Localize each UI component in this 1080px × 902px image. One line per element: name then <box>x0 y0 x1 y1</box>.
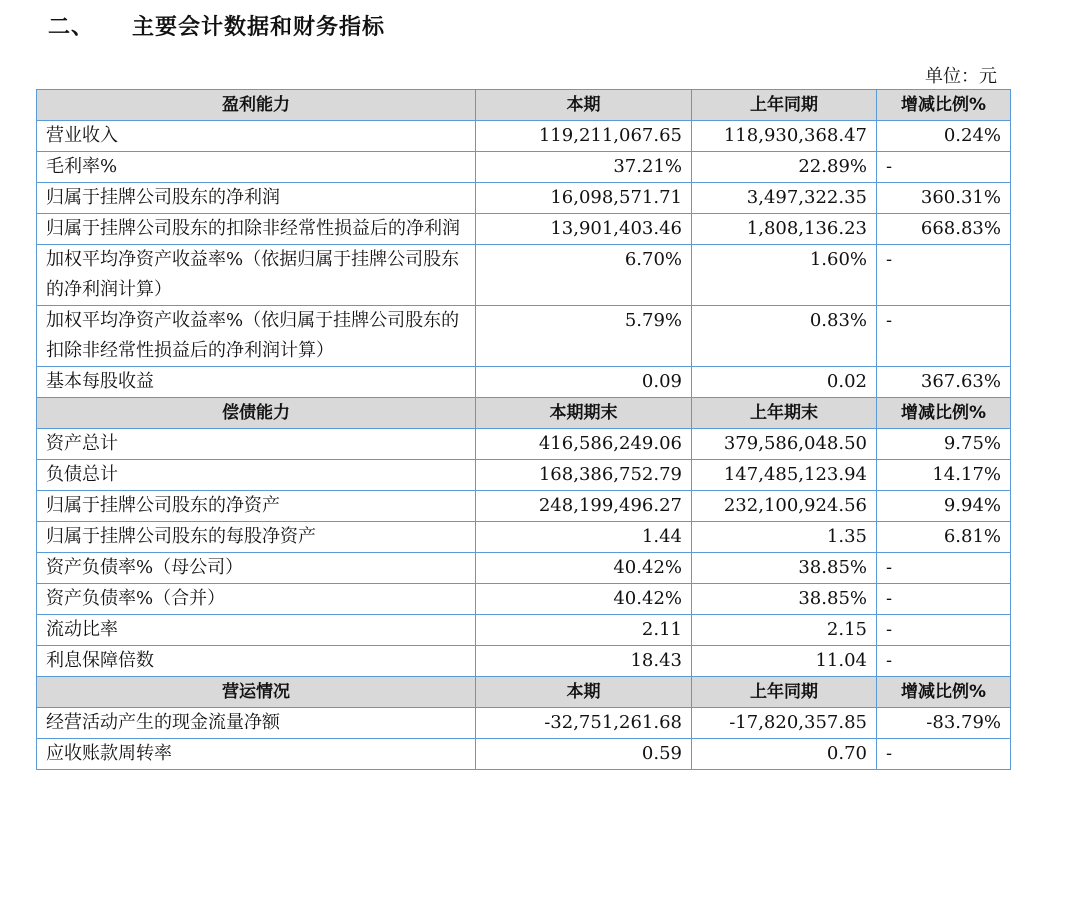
prior-value: 118,930,368.47 <box>692 121 877 152</box>
row-label: 毛利率% <box>37 152 476 183</box>
table-row <box>37 553 1011 584</box>
prior-value: 147,485,123.94 <box>692 460 877 491</box>
prior-value: 1.35 <box>692 522 877 553</box>
header-cell: 上年同期 <box>692 677 877 708</box>
change-ratio: - <box>877 152 1011 183</box>
table-row <box>37 183 1011 214</box>
prior-value: 22.89% <box>692 152 877 183</box>
header-cell: 偿债能力 <box>37 398 476 429</box>
header-cell: 上年同期 <box>692 90 877 121</box>
table-row <box>37 152 1011 183</box>
prior-value: 3,497,322.35 <box>692 183 877 214</box>
prior-value: 379,586,048.50 <box>692 429 877 460</box>
current-value: 5.79% <box>476 306 692 367</box>
prior-value: 1.60% <box>692 245 877 306</box>
header-cell: 本期 <box>476 677 692 708</box>
row-label: 流动比率 <box>37 615 476 646</box>
change-ratio: 0.24% <box>877 121 1011 152</box>
solvency-header-row <box>37 398 1011 429</box>
current-value: 13,901,403.46 <box>476 214 692 245</box>
row-label: 加权平均净资产收益率%（依归属于挂牌公司股东的扣除非经常性损益后的净利润计算） <box>37 306 476 367</box>
header-cell: 增减比例% <box>877 398 1011 429</box>
current-value: 40.42% <box>476 584 692 615</box>
table-row <box>37 491 1011 522</box>
table-row <box>37 367 1011 398</box>
current-value: 40.42% <box>476 553 692 584</box>
row-label: 基本每股收益 <box>37 367 476 398</box>
header-cell: 营运情况 <box>37 677 476 708</box>
profit-header-row <box>37 90 1011 121</box>
current-value: 18.43 <box>476 646 692 677</box>
prior-value: 0.70 <box>692 739 877 770</box>
current-value: -32,751,261.68 <box>476 708 692 739</box>
header-cell: 增减比例% <box>877 90 1011 121</box>
row-label: 负债总计 <box>37 460 476 491</box>
prior-value: 11.04 <box>692 646 877 677</box>
current-value: 0.09 <box>476 367 692 398</box>
table-row <box>37 460 1011 491</box>
table-row <box>37 615 1011 646</box>
table-row <box>37 522 1011 553</box>
section-number: 二、 <box>48 15 95 40</box>
prior-value: 232,100,924.56 <box>692 491 877 522</box>
section-title: 主要会计数据和财务指标 <box>132 15 386 40</box>
current-value: 0.59 <box>476 739 692 770</box>
row-label: 经营活动产生的现金流量净额 <box>37 708 476 739</box>
unit-label: 单位：元 <box>925 66 997 87</box>
change-ratio: 367.63% <box>877 367 1011 398</box>
change-ratio: 9.75% <box>877 429 1011 460</box>
change-ratio: - <box>877 306 1011 367</box>
table-row <box>37 739 1011 770</box>
current-value: 248,199,496.27 <box>476 491 692 522</box>
operation-header-row <box>37 677 1011 708</box>
header-cell: 增减比例% <box>877 677 1011 708</box>
change-ratio: 360.31% <box>877 183 1011 214</box>
row-label: 归属于挂牌公司股东的净资产 <box>37 491 476 522</box>
change-ratio: 668.83% <box>877 214 1011 245</box>
table-row <box>37 121 1011 152</box>
row-label: 归属于挂牌公司股东的扣除非经常性损益后的净利润 <box>37 214 476 245</box>
row-label: 应收账款周转率 <box>37 739 476 770</box>
change-ratio: 9.94% <box>877 491 1011 522</box>
table-row <box>37 584 1011 615</box>
current-value: 2.11 <box>476 615 692 646</box>
table-row <box>37 245 1011 306</box>
row-label: 利息保障倍数 <box>37 646 476 677</box>
financial-indicators-table <box>36 89 1011 770</box>
row-label: 营业收入 <box>37 121 476 152</box>
current-value: 119,211,067.65 <box>476 121 692 152</box>
prior-value: 0.83% <box>692 306 877 367</box>
change-ratio: - <box>877 739 1011 770</box>
table-row <box>37 646 1011 677</box>
change-ratio: - <box>877 245 1011 306</box>
header-cell: 盈利能力 <box>37 90 476 121</box>
table-row <box>37 306 1011 367</box>
header-cell: 本期期末 <box>476 398 692 429</box>
prior-value: 1,808,136.23 <box>692 214 877 245</box>
change-ratio: - <box>877 553 1011 584</box>
row-label: 归属于挂牌公司股东的净利润 <box>37 183 476 214</box>
row-label: 资产总计 <box>37 429 476 460</box>
change-ratio: 14.17% <box>877 460 1011 491</box>
prior-value: -17,820,357.85 <box>692 708 877 739</box>
change-ratio: - <box>877 584 1011 615</box>
table-row <box>37 429 1011 460</box>
section-heading <box>48 10 385 41</box>
change-ratio: - <box>877 646 1011 677</box>
header-cell: 本期 <box>476 90 692 121</box>
row-label: 加权平均净资产收益率%（依据归属于挂牌公司股东的净利润计算） <box>37 245 476 306</box>
current-value: 416,586,249.06 <box>476 429 692 460</box>
header-cell: 上年期末 <box>692 398 877 429</box>
prior-value: 2.15 <box>692 615 877 646</box>
current-value: 16,098,571.71 <box>476 183 692 214</box>
change-ratio: -83.79% <box>877 708 1011 739</box>
table-row <box>37 214 1011 245</box>
current-value: 6.70% <box>476 245 692 306</box>
table-row <box>37 708 1011 739</box>
prior-value: 38.85% <box>692 584 877 615</box>
change-ratio: - <box>877 615 1011 646</box>
prior-value: 38.85% <box>692 553 877 584</box>
row-label: 资产负债率%（合并） <box>37 584 476 615</box>
change-ratio: 6.81% <box>877 522 1011 553</box>
row-label: 归属于挂牌公司股东的每股净资产 <box>37 522 476 553</box>
current-value: 37.21% <box>476 152 692 183</box>
current-value: 168,386,752.79 <box>476 460 692 491</box>
prior-value: 0.02 <box>692 367 877 398</box>
row-label: 资产负债率%（母公司） <box>37 553 476 584</box>
current-value: 1.44 <box>476 522 692 553</box>
